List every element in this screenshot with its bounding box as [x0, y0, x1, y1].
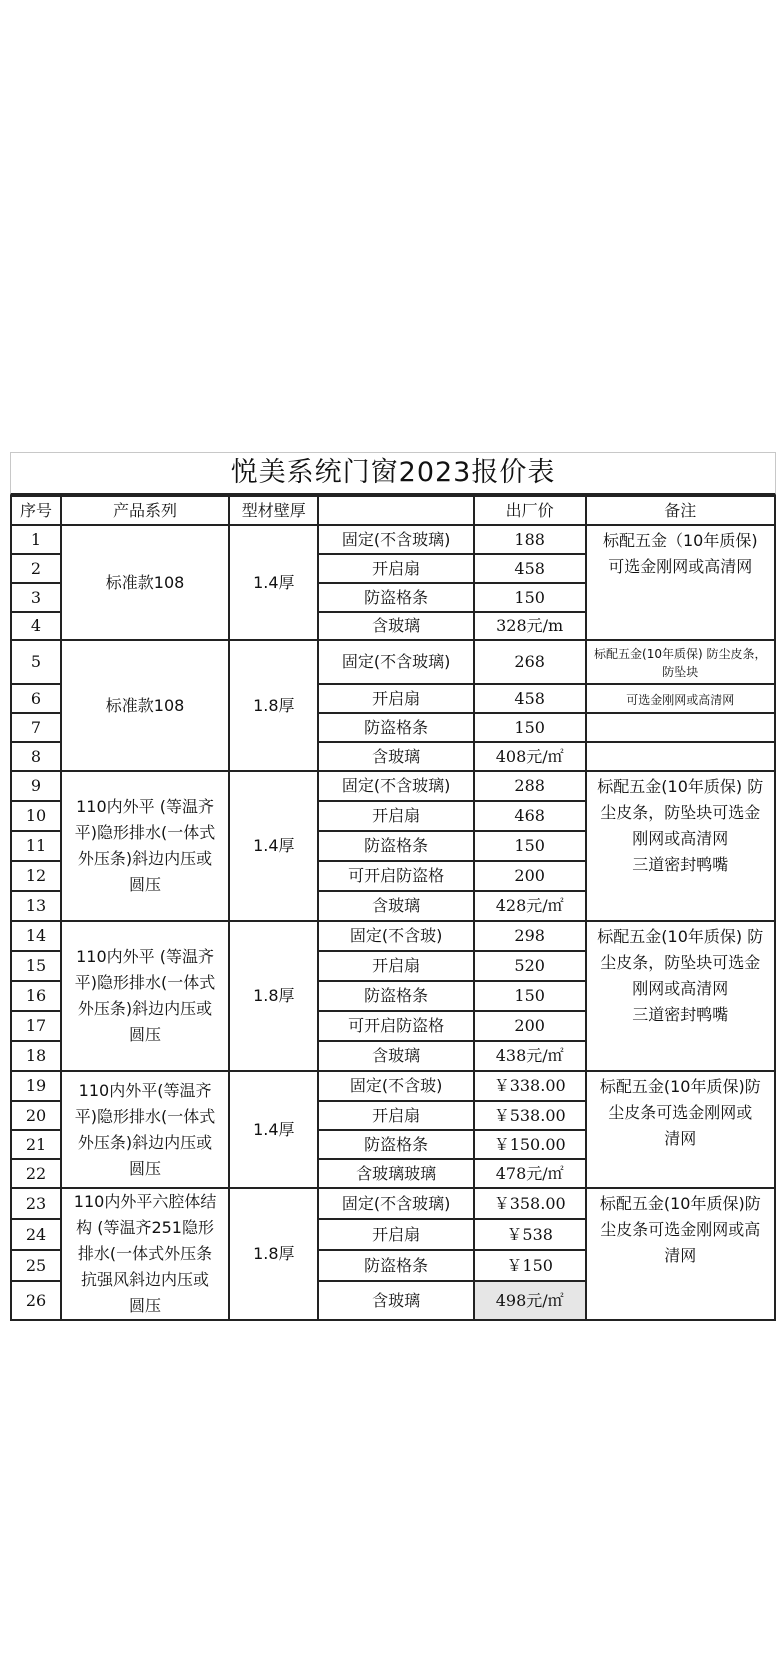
- type-cell: 固定(不含玻璃): [318, 771, 473, 801]
- table-header-row: [11, 496, 775, 525]
- header-price: 出厂价: [474, 496, 586, 525]
- price-cell: 438元/㎡: [474, 1041, 586, 1071]
- price-cell: 478元/㎡: [474, 1159, 586, 1188]
- type-cell: 固定(不含玻): [318, 921, 473, 951]
- price-cell: 150: [474, 583, 586, 612]
- note-line: 清网: [664, 1129, 697, 1148]
- seq-cell: 20: [11, 1101, 61, 1130]
- thickness-cell: 1.4厚: [229, 1071, 318, 1188]
- seq-cell: 8: [11, 742, 61, 771]
- note-line: 清网: [664, 1246, 697, 1265]
- price-cell: 150: [474, 981, 586, 1011]
- note-line: 尘皮条，防坠块可选金: [600, 953, 761, 972]
- type-cell: 含玻璃: [318, 1041, 473, 1071]
- table-row: [11, 1071, 775, 1101]
- type-cell: 防盗格条: [318, 583, 473, 612]
- type-cell: 固定(不含玻璃): [318, 640, 473, 684]
- price-cell-selected[interactable]: 498元/㎡: [474, 1281, 586, 1320]
- price-cell: ￥338.00: [474, 1071, 586, 1101]
- series-line: 平)隐形排水(一体式: [74, 1106, 216, 1126]
- note-line: 标配五金(10年质保)防: [599, 1077, 761, 1096]
- series-line: 圆压: [129, 1296, 162, 1315]
- seq-cell: 18: [11, 1041, 61, 1071]
- series-line: 110内外平 (等温齐: [76, 947, 214, 966]
- price-cell: 200: [474, 1011, 586, 1041]
- series-line: 平)隐形排水(一体式: [74, 823, 216, 842]
- seq-cell: 12: [11, 861, 61, 891]
- type-cell: 含玻璃: [318, 891, 473, 921]
- series-line: 构 (等温齐251隐形: [76, 1218, 214, 1237]
- seq-cell: 19: [11, 1071, 61, 1101]
- type-cell: 防盗格条: [318, 831, 473, 861]
- price-cell: 150: [474, 831, 586, 861]
- thickness-cell: 1.4厚: [229, 525, 318, 640]
- price-cell: 150: [474, 713, 586, 742]
- type-cell: 可开启防盗格: [318, 861, 473, 891]
- note-line: 三道密封鸭嘴: [632, 1005, 729, 1024]
- seq-cell: 7: [11, 713, 61, 742]
- note-line: 三道密封鸭嘴: [632, 855, 729, 874]
- header-note: 备注: [586, 496, 775, 525]
- note-cell: [586, 771, 775, 921]
- type-cell: 含玻璃玻璃: [318, 1159, 473, 1188]
- price-cell: 458: [474, 684, 586, 713]
- note-cell: [586, 525, 775, 640]
- seq-cell: 22: [11, 1159, 61, 1188]
- seq-cell: 4: [11, 612, 61, 640]
- table-row: [11, 525, 775, 554]
- price-cell: 328元/m: [474, 612, 586, 640]
- price-cell: 520: [474, 951, 586, 981]
- series-cell: [61, 921, 229, 1071]
- series-line: 外压条)斜边内压或: [77, 849, 213, 868]
- seq-cell: 17: [11, 1011, 61, 1041]
- type-cell: 固定(不含玻璃): [318, 1188, 473, 1219]
- seq-cell: 11: [11, 831, 61, 861]
- type-cell: 防盗格条: [318, 1130, 473, 1159]
- series-line: 排水(一体式外压条: [77, 1244, 213, 1263]
- note-cell: [586, 1071, 775, 1188]
- note-line: 标配五金(10年质保) 防: [597, 927, 764, 946]
- note-line: 刚网或高清网: [632, 829, 729, 848]
- type-cell: 开启扇: [318, 801, 473, 831]
- seq-cell: 1: [11, 525, 61, 554]
- seq-cell: 16: [11, 981, 61, 1011]
- price-cell: 188: [474, 525, 586, 554]
- note-cell: [586, 713, 775, 742]
- series-line: 抗强风斜边内压或: [81, 1270, 210, 1289]
- type-cell: 固定(不含玻璃): [318, 525, 473, 554]
- type-cell: 固定(不含玻): [318, 1071, 473, 1101]
- note-line: 刚网或高清网: [632, 979, 729, 998]
- seq-cell: 3: [11, 583, 61, 612]
- series-line: 圆压: [129, 875, 162, 894]
- note-cell: [586, 742, 775, 771]
- type-cell: 防盗格条: [318, 981, 473, 1011]
- table-row: [11, 640, 775, 684]
- series-line: 外压条)斜边内压或: [77, 1132, 213, 1152]
- type-cell: 开启扇: [318, 684, 473, 713]
- series-line: 平)隐形排水(一体式: [74, 973, 216, 992]
- price-cell: 288: [474, 771, 586, 801]
- series-line: 110内外平(等温齐: [78, 1080, 212, 1100]
- series-cell: 标准款108: [61, 640, 229, 771]
- type-cell: 含玻璃: [318, 742, 473, 771]
- table-row: [11, 771, 775, 801]
- price-sheet: [10, 452, 776, 1321]
- note-line: 标配五金(10年质保)防: [599, 1194, 761, 1213]
- price-cell: ￥538: [474, 1219, 586, 1250]
- type-cell: 开启扇: [318, 554, 473, 583]
- note-cell: 可选金刚网或高清网: [586, 684, 775, 713]
- price-cell: ￥538.00: [474, 1101, 586, 1130]
- seq-cell: 14: [11, 921, 61, 951]
- note-cell: [586, 921, 775, 1071]
- series-cell: [61, 1188, 229, 1320]
- price-cell: 200: [474, 861, 586, 891]
- seq-cell: 9: [11, 771, 61, 801]
- series-line: 110内外平六腔体结: [73, 1192, 217, 1211]
- note-line: 可选金刚网或高清网: [608, 557, 753, 576]
- seq-cell: 24: [11, 1219, 61, 1250]
- seq-cell: 26: [11, 1281, 61, 1320]
- header-seq: 序号: [11, 496, 61, 525]
- note-line: 尘皮条，防坠块可选金: [600, 803, 761, 822]
- seq-cell: 6: [11, 684, 61, 713]
- table-row: [11, 921, 775, 951]
- note-line: 尘皮条可选金刚网或高: [600, 1220, 761, 1239]
- price-cell: 458: [474, 554, 586, 583]
- price-cell: ￥358.00: [474, 1188, 586, 1219]
- seq-cell: 21: [11, 1130, 61, 1159]
- price-cell: 268: [474, 640, 586, 684]
- table-row: [11, 1188, 775, 1219]
- thickness-cell: 1.8厚: [229, 921, 318, 1071]
- thickness-cell: 1.4厚: [229, 771, 318, 921]
- header-series: 产品系列: [61, 496, 229, 525]
- price-table: [10, 495, 776, 1321]
- price-cell: ￥150: [474, 1250, 586, 1281]
- series-cell: [61, 1071, 229, 1188]
- type-cell: 开启扇: [318, 951, 473, 981]
- note-line: 标配五金(10年质保) 防: [597, 777, 764, 796]
- seq-cell: 23: [11, 1188, 61, 1219]
- seq-cell: 2: [11, 554, 61, 583]
- type-cell: 开启扇: [318, 1219, 473, 1250]
- seq-cell: 10: [11, 801, 61, 831]
- type-cell: 含玻璃: [318, 612, 473, 640]
- price-cell: 428元/㎡: [474, 891, 586, 921]
- note-line: 尘皮条可选金刚网或: [608, 1103, 753, 1122]
- note-cell: [586, 1188, 775, 1320]
- header-type: [318, 496, 473, 525]
- series-line: 外压条)斜边内压或: [77, 999, 213, 1018]
- page-title: 悦美系统门窗2023报价表: [10, 452, 776, 495]
- seq-cell: 15: [11, 951, 61, 981]
- type-cell: 含玻璃: [318, 1281, 473, 1320]
- series-cell: [61, 771, 229, 921]
- type-cell: 开启扇: [318, 1101, 473, 1130]
- type-cell: 可开启防盗格: [318, 1011, 473, 1041]
- seq-cell: 13: [11, 891, 61, 921]
- type-cell: 防盗格条: [318, 713, 473, 742]
- price-cell: 408元/㎡: [474, 742, 586, 771]
- seq-cell: 5: [11, 640, 61, 684]
- header-thickness: 型材壁厚: [229, 496, 318, 525]
- note-line: 标配五金（10年质保): [602, 531, 758, 550]
- note-cell: 标配五金(10年质保) 防尘皮条，防坠块: [586, 640, 775, 684]
- series-line: 圆压: [129, 1025, 162, 1044]
- seq-cell: 25: [11, 1250, 61, 1281]
- series-line: 圆压: [129, 1158, 162, 1178]
- type-cell: 防盗格条: [318, 1250, 473, 1281]
- thickness-cell: 1.8厚: [229, 1188, 318, 1320]
- series-line: 110内外平 (等温齐: [76, 797, 214, 816]
- series-cell: 标准款108: [61, 525, 229, 640]
- thickness-cell: 1.8厚: [229, 640, 318, 771]
- price-cell: 298: [474, 921, 586, 951]
- price-cell: 468: [474, 801, 586, 831]
- price-cell: ￥150.00: [474, 1130, 586, 1159]
